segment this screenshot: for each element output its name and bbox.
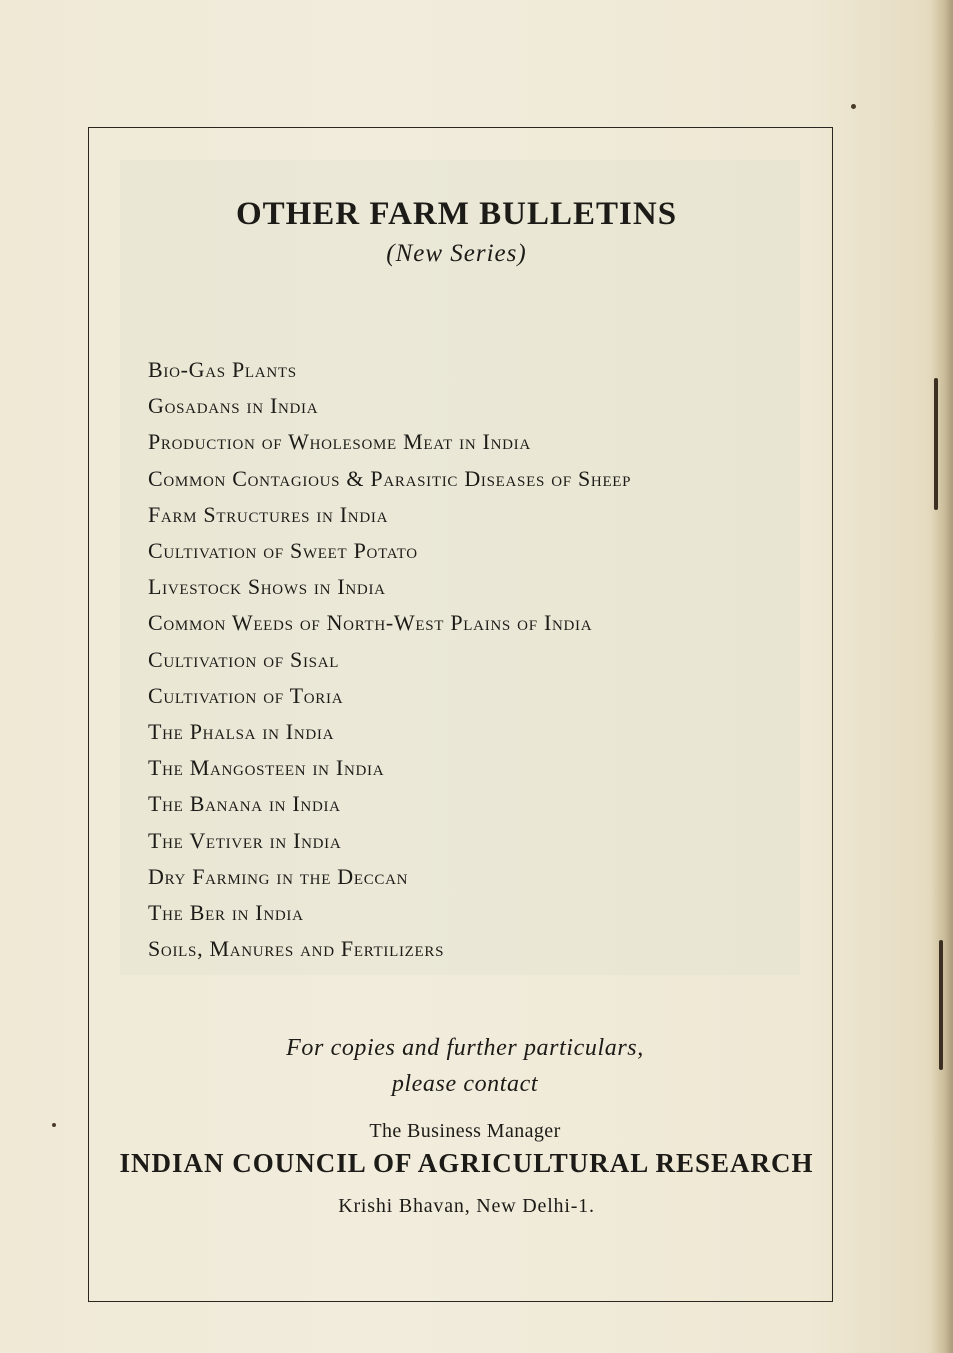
staple-upper — [934, 378, 938, 510]
page-subtitle: (New Series) — [386, 240, 527, 267]
list-item: Cultivation of Sweet Potato — [148, 538, 418, 564]
bulletin-list — [148, 352, 631, 967]
organization-name: INDIAN COUNCIL OF AGRICULTURAL RESEARCH — [119, 1148, 814, 1178]
list-item: The Vetiver in India — [148, 827, 342, 853]
organization-address: Krishi Bhavan, New Delhi-1. — [338, 1195, 595, 1217]
list-item: Common Weeds of North-West Plains of India — [148, 610, 593, 636]
list-item: Production of Wholesome Meat in India — [148, 429, 531, 455]
contact-line-1: For copies and further particulars, — [286, 1035, 644, 1061]
list-item: Dry Farming in the Deccan — [148, 863, 409, 889]
list-item: Farm Structures in India — [148, 501, 389, 527]
list-item: Common Contagious & Parasitic Diseases of Sheep — [148, 465, 632, 491]
contact-note — [0, 1030, 930, 1102]
list-item: The Banana in India — [148, 791, 341, 817]
list-item: Livestock Shows in India — [148, 574, 386, 600]
page-edge-shadow — [931, 0, 953, 1353]
page-title: OTHER FARM BULLETINS — [235, 196, 678, 232]
business-manager: The Business Manager — [369, 1120, 561, 1142]
list-item: Cultivation of Sisal — [148, 646, 340, 672]
list-item: Soils, Manures and Fertilizers — [148, 936, 445, 962]
list-item: Cultivation of Toria — [148, 682, 344, 708]
list-item: The Phalsa in India — [148, 719, 335, 745]
contact-line-2: please contact — [391, 1071, 539, 1097]
list-item: The Ber in India — [148, 900, 304, 926]
list-item: Bio-Gas Plants — [148, 357, 297, 382]
list-item: Gosadans in India — [148, 393, 319, 419]
paper-speck — [851, 104, 856, 109]
staple-lower — [939, 940, 943, 1070]
list-item: The Mangosteen in India — [148, 755, 385, 781]
